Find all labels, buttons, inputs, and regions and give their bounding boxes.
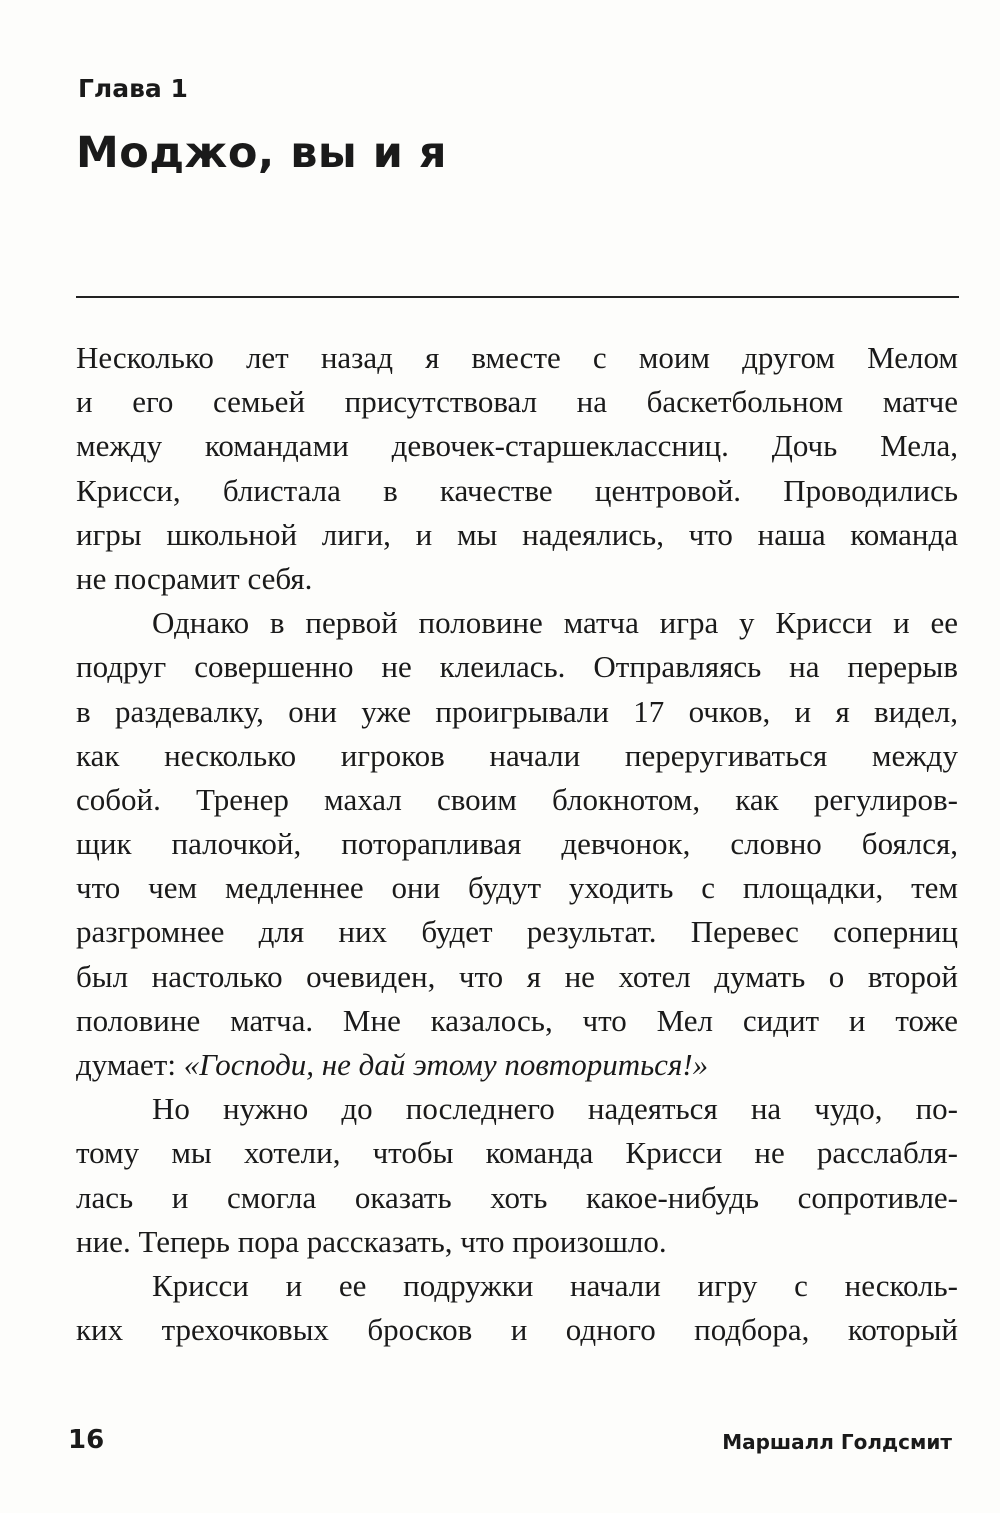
text-line: Однако в первой половине матча игра у Крисси и ее [152,605,958,641]
text-line: между командами девочек-старшеклассниц. Дочь Мела, [76,428,958,464]
text-line: Но нужно до последнего надеяться на чудо, по- [152,1091,958,1127]
text-line: собой. Тренер махал своим блокнотом, как регулиров- [76,781,958,817]
quote-line [76,1043,958,1087]
text-line: что чем медленнее они будут уходить с площадки, тем [76,870,958,906]
text-line: подруг совершенно не клеилась. Отправляясь на перерыв [76,649,958,685]
text-line: разгромнее для них будет результат. Перевес соперниц [76,914,958,950]
quote-lead: думает: [76,1047,184,1082]
text-line: был настолько очевиден, что я не хотел думать о второй [76,958,958,994]
paragraph [76,1087,958,1264]
divider [76,296,959,298]
text-line: половине матча. Мне казалось, что Мел сидит и тоже [76,1002,958,1038]
italic-quote: «Господи, не дай этому повториться!» [183,1047,709,1082]
text-line: Несколько лет назад я вместе с моим другом Мелом [76,340,958,375]
text-line: как несколько игроков начали переругиваться между [76,737,958,773]
text-line: не посрамит себя. [76,560,313,596]
text-line: щик палочкой, поторапливая девчонок, словно боялся, [76,826,958,862]
text-line: ние. Теперь пора рассказать, что произошло. [76,1223,667,1259]
text-line: ких трехочковых бросков и одного подбора, который [76,1312,958,1348]
text-line: тому мы хотели, чтобы команда Крисси не расслабля- [76,1135,958,1171]
paragraph [76,601,958,1087]
running-footer-author: Маршалл Голдсмит [722,1430,952,1454]
text-line: Крисси и ее подружки начали игру с несколь- [152,1267,958,1303]
text-line: лась и смогла оказать хоть какое-нибудь сопротивле- [76,1179,958,1215]
paragraph [76,336,958,601]
text-line: игры школьной лиги, и мы надеялись, что наша команда [76,516,958,552]
text-line: в раздевалку, они уже проигрывали 17 очков, и я видел, [76,693,958,729]
page-number: 16 [68,1425,105,1455]
chapter-title: Моджо, вы и я [76,128,447,178]
chapter-label: Глава 1 [78,74,188,103]
text-line: и его семьей присутствовал на баскетбольном матче [76,384,958,420]
body-text [76,336,958,1352]
text-line: Крисси, блистала в качестве центровой. Проводились [76,472,958,508]
paragraph [76,1264,958,1352]
